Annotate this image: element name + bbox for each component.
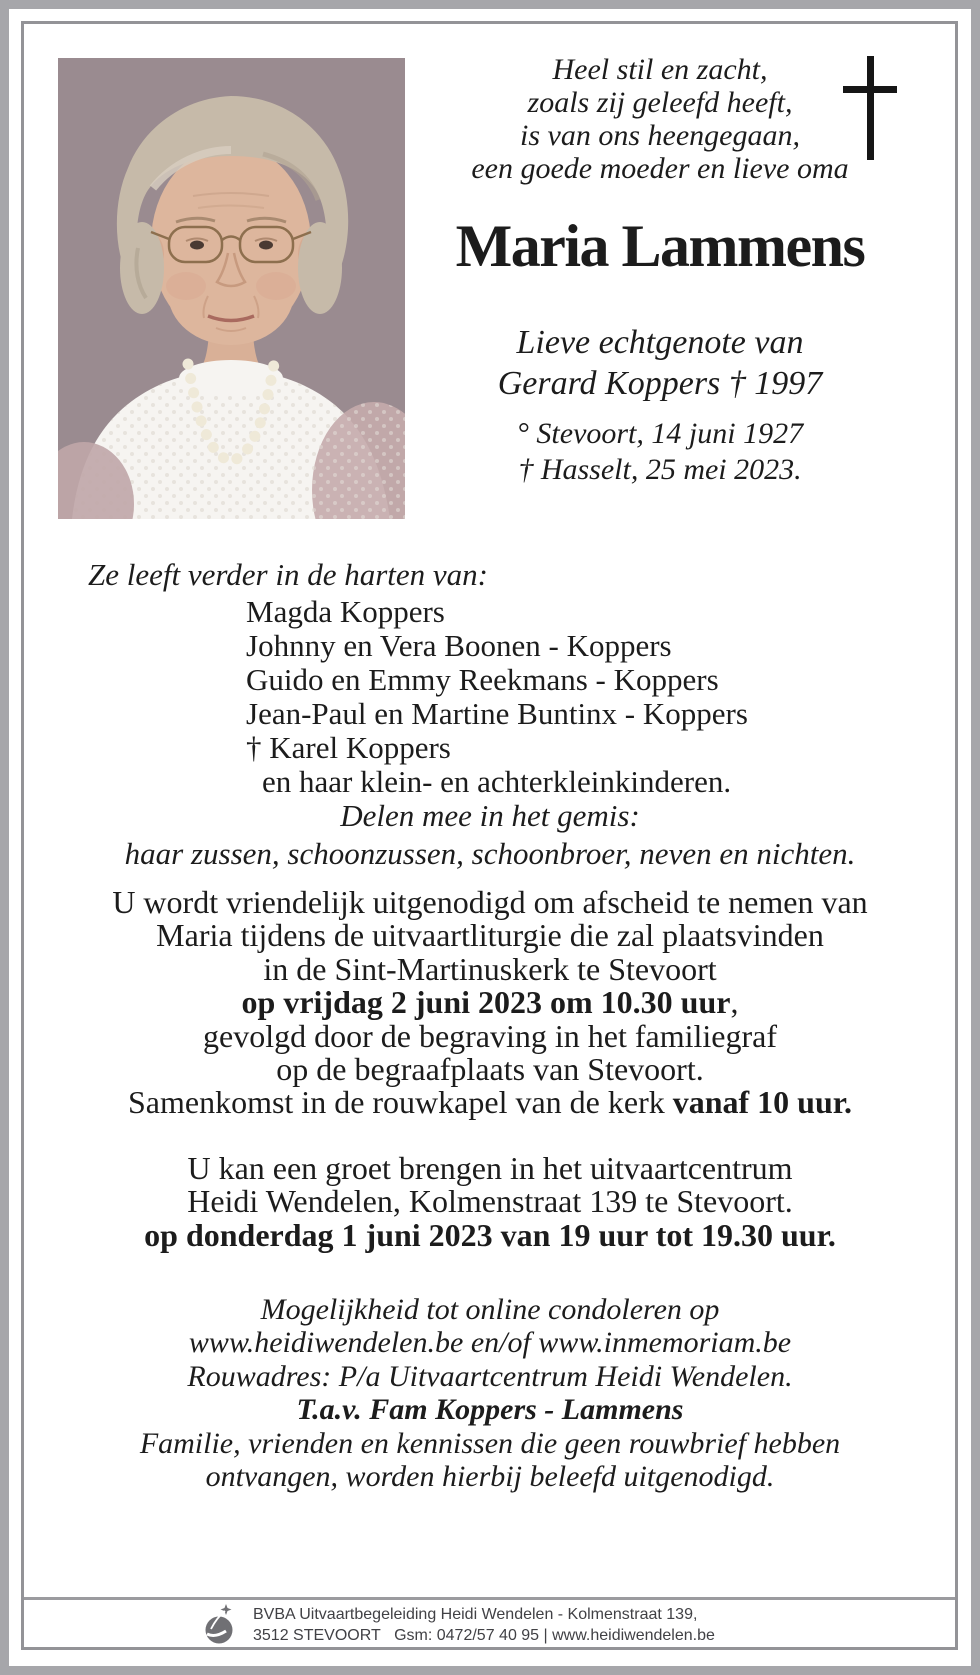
family-grandchildren: en haar klein- en achterkleinkinderen. bbox=[262, 764, 732, 799]
cross-icon bbox=[843, 56, 897, 160]
funeral-line-1: U wordt vriendelijk uitgenodigd om afscheid te nemen van bbox=[112, 884, 868, 920]
deceased-name: Maria Lammens bbox=[455, 213, 865, 279]
poem-line-2: zoals zij geleefd heeft, bbox=[527, 86, 793, 119]
mourners-line: haar zussen, schoonzussen, schoonbroer, neven en nichten. bbox=[124, 836, 856, 871]
spouse-line-1: Lieve echtgenote van bbox=[516, 324, 804, 361]
spouse-info bbox=[400, 322, 920, 404]
visitation-date-bold: op donderdag 1 juni 2023 van 19 uur tot 19.30 uur. bbox=[144, 1216, 836, 1253]
opening-poem bbox=[400, 53, 920, 185]
visitation-line-1: U kan een groet brengen in het uitvaartcentrum bbox=[187, 1150, 793, 1186]
family-member: Johnny en Vera Boonen - Koppers bbox=[246, 628, 672, 663]
visitation-line-2: Heidi Wendelen, Kolmenstraat 139 te Stevoort. bbox=[187, 1183, 793, 1220]
family-intro: Ze leeft verder in de harten van: bbox=[88, 557, 489, 592]
life-dates bbox=[400, 416, 920, 488]
poem-line-3: is van ons heengegaan, bbox=[520, 119, 800, 152]
condolences-line-6: ontvangen, worden hierbij beleefd uitgenodigd. bbox=[205, 1460, 775, 1494]
family-member: Guido en Emmy Reekmans - Koppers bbox=[246, 662, 719, 697]
funeral-home-logo-icon bbox=[202, 1602, 240, 1650]
poem-line-4: een goede moeder en lieve oma bbox=[471, 152, 849, 185]
funeral-line-6: op de begraafplaats van Stevoort. bbox=[276, 1051, 704, 1088]
condolences-attn-bold: T.a.v. Fam Koppers - Lammens bbox=[296, 1393, 684, 1427]
funeral-line-5: gevolgd door de begraving in het familiegraf bbox=[202, 1017, 778, 1054]
footer-divider bbox=[24, 1597, 955, 1600]
funeral-gathering-line bbox=[30, 1086, 950, 1119]
funeral-home-line-1: BVBA Uitvaartbegeleiding Heidi Wendelen - Kolmenstraat 139, bbox=[253, 1606, 698, 1623]
condolences-line-5: Familie, vrienden en kennissen die geen rouwbrief hebben bbox=[139, 1426, 841, 1460]
poem-line-1: Heel stil en zacht, bbox=[552, 53, 768, 86]
birth-date: ° Stevoort, 14 juni 1927 bbox=[516, 417, 804, 450]
gathering-pre: Samenkomst in de rouwkapel van de kerk bbox=[127, 1084, 673, 1121]
funeral-home-line-2: 3512 STEVOORT Gsm: 0472/57 40 95 | www.heidiwendelen.be bbox=[253, 1627, 715, 1644]
funeral-date-rest: , bbox=[730, 984, 739, 1021]
funeral-date-bold: op vrijdag 2 juni 2023 om 10.30 uur bbox=[241, 984, 731, 1021]
gathering-time-bold: vanaf 10 uur. bbox=[672, 1084, 853, 1121]
family-member: † Karel Koppers bbox=[246, 730, 451, 765]
death-date: † Hasselt, 25 mei 2023. bbox=[518, 453, 802, 486]
funeral-invitation bbox=[30, 886, 950, 1120]
spouse-line-2: Gerard Koppers † 1997 bbox=[497, 365, 823, 402]
funeral-date-line bbox=[30, 986, 950, 1019]
condolences-address: Rouwadres: P/a Uitvaartcentrum Heidi Wendelen. bbox=[187, 1359, 793, 1393]
funeral-home-info bbox=[253, 1604, 715, 1646]
portrait-photo bbox=[58, 58, 405, 519]
condolences-line-1: Mogelijkheid tot online condoleren op bbox=[260, 1293, 720, 1326]
condolences-info bbox=[30, 1293, 950, 1493]
visitation-info bbox=[30, 1152, 950, 1252]
mourning-intro: Delen mee in het gemis: bbox=[340, 798, 640, 833]
family-member: Jean-Paul en Martine Buntinx - Koppers bbox=[246, 696, 748, 731]
funeral-line-3: in de Sint-Martinuskerk te Stevoort bbox=[263, 950, 717, 987]
funeral-line-2: Maria tijdens de uitvaartliturgie die zal plaatsvinden bbox=[156, 917, 824, 954]
family-member: Magda Koppers bbox=[246, 594, 445, 629]
condolences-websites: www.heidiwendelen.be en/of www.inmemoriam.be bbox=[188, 1326, 792, 1360]
